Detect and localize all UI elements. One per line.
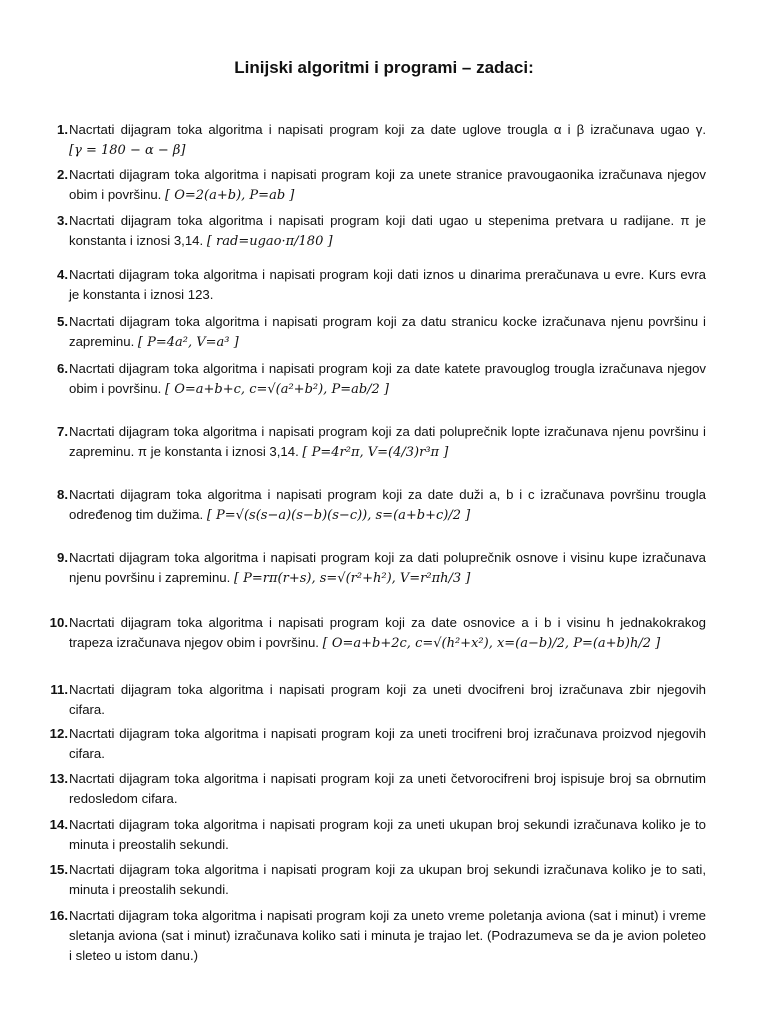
task-item bbox=[38, 120, 706, 161]
task-text: Nacrtati dijagram toka algoritma i napisati program koji dati ugao u stepenima pretvara u radijane. π je konstanta i iznosi 3,14. bbox=[69, 213, 706, 248]
task-text: Nacrtati dijagram toka algoritma i napisati program koji za unete stranice pravougaonika izračunava njegov obim i površinu. bbox=[69, 167, 706, 202]
task-item bbox=[38, 422, 706, 463]
task-formula: [ P=√(s(s−a)(s−b)(s−c)), s=(a+b+c)/2 ] bbox=[206, 508, 471, 523]
task-item bbox=[38, 265, 706, 306]
task-text: Nacrtati dijagram toka algoritma i napisati program koji za uneti ukupan broj sekundi izračunava koliko je to minuta i preostalih sekundi. bbox=[69, 817, 706, 852]
task-text: Nacrtati dijagram toka algoritma i napisati program koji dati iznos u dinarima preračunava u evre. Kurs evra je konstanta i iznosi 123. bbox=[69, 267, 706, 302]
task-body bbox=[69, 120, 706, 161]
task-body bbox=[69, 815, 706, 856]
task-number: 15. bbox=[49, 862, 68, 877]
task-item bbox=[38, 906, 706, 967]
task-formula: [ P=rπ(r+s), s=√(r²+h²), V=r²πh/3 ] bbox=[233, 571, 471, 586]
task-item bbox=[38, 769, 706, 810]
task-number: 5. bbox=[57, 314, 68, 329]
task-number: 12. bbox=[49, 726, 68, 741]
task-text: Nacrtati dijagram toka algoritma i napisati program koji za date duži a, b i c izračunava površinu trougla određenog tim dužima. bbox=[69, 487, 706, 522]
task-body bbox=[69, 422, 706, 463]
task-number: 2. bbox=[57, 167, 68, 182]
task-item bbox=[38, 860, 706, 901]
task-item bbox=[38, 211, 706, 252]
task-text: Nacrtati dijagram toka algoritma i napisati program koji za uneti dvocifreni broj izračunava zbir njegovih cifara. bbox=[69, 682, 706, 717]
task-number: 7. bbox=[57, 424, 68, 439]
task-text: Nacrtati dijagram toka algoritma i napisati program koji za ukupan broj sekundi izračunava koliko je to sati, minuta i preostalih sekundi. bbox=[69, 862, 706, 897]
task-item bbox=[38, 312, 706, 353]
task-text: Nacrtati dijagram toka algoritma i napisati program koji za date uglove trougla α i β izračunava ugao γ. bbox=[69, 122, 706, 137]
task-number: 1. bbox=[57, 122, 68, 137]
task-body bbox=[69, 165, 706, 206]
task-text: Nacrtati dijagram toka algoritma i napisati program koji za uneti četvorocifreni broj ispisuje broj sa obrnutim redosledom cifara. bbox=[69, 771, 706, 806]
task-item bbox=[38, 815, 706, 856]
task-body bbox=[69, 485, 706, 526]
task-number: 16. bbox=[49, 908, 68, 923]
task-formula: [ P=4a², V=a³ ] bbox=[137, 335, 239, 350]
task-item bbox=[38, 613, 706, 654]
task-body bbox=[69, 265, 706, 306]
task-item bbox=[38, 548, 706, 589]
task-text: Nacrtati dijagram toka algoritma i napisati program koji za dati poluprečnik lopte izračunava njenu površinu i zapreminu. π je konstanta i iznosi 3,14. bbox=[69, 424, 706, 459]
task-body bbox=[69, 769, 706, 810]
task-body bbox=[69, 359, 706, 400]
task-text: Nacrtati dijagram toka algoritma i napisati program koji za date katete pravouglog trougla izračunava njegov obim i površinu. bbox=[69, 361, 706, 396]
task-number: 11. bbox=[50, 682, 68, 697]
task-body bbox=[69, 211, 706, 252]
task-formula: [ O=2(a+b), P=ab ] bbox=[165, 188, 295, 203]
task-number: 8. bbox=[57, 487, 68, 502]
task-formula: [ P=4r²π, V=(4/3)r³π ] bbox=[302, 445, 449, 460]
task-number: 10. bbox=[49, 615, 68, 630]
task-number: 9. bbox=[57, 550, 68, 565]
task-number: 4. bbox=[57, 267, 68, 282]
task-formula: [ O=a+b+c, c=√(a²+b²), P=ab/2 ] bbox=[165, 382, 390, 397]
task-text: Nacrtati dijagram toka algoritma i napisati program koji za datu stranicu kocke izračunava njenu površinu i zapreminu. bbox=[69, 314, 706, 349]
task-body bbox=[69, 724, 706, 765]
task-item bbox=[38, 485, 706, 526]
task-body bbox=[69, 548, 706, 589]
task-item bbox=[38, 724, 706, 765]
task-text: Nacrtati dijagram toka algoritma i napisati program koji za uneti trocifreni broj izračunava proizvod njegovih cifara. bbox=[69, 726, 706, 761]
task-body bbox=[69, 680, 706, 721]
task-item bbox=[38, 680, 706, 721]
page-title: Linijski algoritmi i programi – zadaci: bbox=[234, 58, 534, 77]
task-body bbox=[69, 860, 706, 901]
task-text: Nacrtati dijagram toka algoritma i napisati program koji za uneto vreme poletanja aviona (sat i minut) i vreme sletanja aviona (sat i minut) izračunava koliko sati i minuta je trajao let. (Podrazumeva se da je avion poleteo i sleteo u istom danu.) bbox=[69, 908, 706, 963]
task-number: 13. bbox=[49, 771, 68, 786]
task-text: Nacrtati dijagram toka algoritma i napisati program koji za dati poluprečnik osnove i visinu kupe izračunava njenu površinu i zapreminu. bbox=[69, 550, 706, 585]
task-formula: [ rad=ugao·π/180 ] bbox=[206, 234, 333, 249]
task-item bbox=[38, 359, 706, 400]
task-body bbox=[69, 613, 706, 654]
task-body bbox=[69, 906, 706, 967]
task-text: Nacrtati dijagram toka algoritma i napisati program koji za date osnovice a i b i visinu h jednakokrakog trapeza izračunava njegov obim i površinu. bbox=[69, 615, 706, 650]
task-body bbox=[69, 312, 706, 353]
task-formula: [ O=a+b+2c, c=√(h²+x²), x=(a−b)/2, P=(a+b)h/2 ] bbox=[322, 636, 661, 651]
task-formula: [γ = 180 − α − β] bbox=[69, 143, 186, 158]
task-item bbox=[38, 165, 706, 206]
task-number: 3. bbox=[57, 213, 68, 228]
task-number: 14. bbox=[49, 817, 68, 832]
task-number: 6. bbox=[57, 361, 68, 376]
